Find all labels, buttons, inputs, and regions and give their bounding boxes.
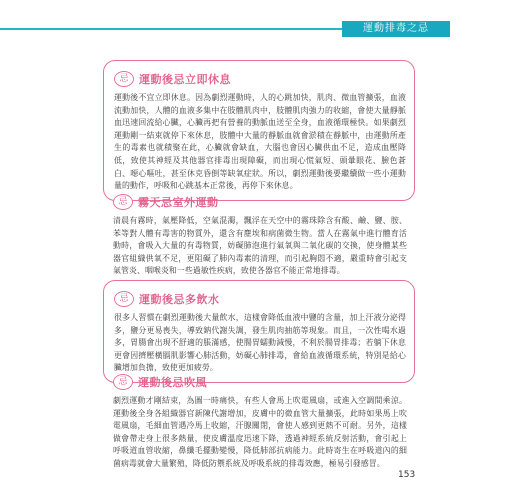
avoid-badge: 忌 (113, 194, 133, 210)
section-body: 清晨有霧時，氣壓降低，空氣混濁，飄浮在天空中的霧珠除含有酸、鹼、鹽、胺、苯等對人體有毒害的物質外，還含有塵埃和病菌微生物。當人在霧氣中進行體育活動時，會吸入大量的有毒物質，妨礙肺泡進行氣氧與二氧化碳的交換，使身體某些器官組織供氧不足，更阻礙了肺內毒素的清理，而引起胸悶不適，嚴重時會引起支氣管炎、咽喉炎和一些過敏性疾病，致使各器官不能正常地排毒。 (113, 216, 407, 276)
section-wind (103, 373, 415, 471)
section-body: 很多人習慣在劇烈運動後大量飲水，這樣會降低血液中鹽的含量，加上汗液分泌得多，鹽分更易喪失，導致鈉代謝失調，發生肌肉抽筋等現象。而且，一次性喝水過多，胃腸會出現不舒適的脹滿感，使腸胃蠕動減慢，不利於腸胃排毒；若躺下休息更會因擠壓橫膈肌影響心肺活動，妨礙心肺排毒，會給血液循環系統，特別是給心臟增加負擔，致使更加疲勞。 (114, 313, 406, 373)
section-heading: 運動後忌立即休息 (139, 73, 231, 86)
page-number: 153 (398, 470, 416, 480)
section-body: 劇烈運動才剛結束，為圖一時痛快，有些人會馬上吹電風扇，或進入空調間乘涼。運動後全身各組織器官新陳代謝增加，皮膚中的微血管大量擴張，此時如果馬上吹電風扇，毛細血管遇冷馬上收縮，汗腺關閉，會使人感到更熱不可耐。另外，這樣做會帶走身上很多熱量，使皮膚溫度迅速下降，透過神經系統反射活動，會引起上呼吸道血管收縮，鼻纖毛擺動變慢，降低肺部抗病能力。此時寄生在呼吸道內的細菌病毒就會大量繁殖，降低防禦系統及呼吸系統的排毒效應，極易引發感冒。 (113, 396, 407, 468)
avoid-badge: 忌 (113, 374, 133, 390)
section-title-row (113, 193, 407, 211)
section-drink-water (103, 280, 415, 383)
section-body: 運動後不宜立即休息。因為劇烈運動時，人的心跳加快，肌肉、微血管擴張，血液流動加快，人體的血液多集中在肢體肌肉中，肢體肌肉強力的收縮，會使大量靜脈血迅速回流給心臟，心臟再把有營養的動脈血送至全身，血液循環極快。如果劇烈運動剛一結束就停下來休息，肢體中大量的靜脈血就會淤積在靜脈中，由運動所產生的毒素也就積聚在此，心臟就會缺血，大腦也會因心臟供血不足，造成血壓降低，致使其神經及其他器官排毒出現障礙，而出現心慌氣短、頭暈眼花、臉色蒼白、噁心嘔吐，甚至休克昏倒等缺氧症狀。所以，劇烈運動後要繼續做一些小運動量的動作，呼吸和心跳基本正常後，再停下來休息。 (114, 93, 406, 191)
section-heading: 運動後忌吹風 (138, 376, 207, 389)
section-title-row (114, 70, 406, 88)
section-rest-after-exercise (103, 60, 415, 201)
avoid-badge: 忌 (114, 71, 134, 87)
avoid-badge: 忌 (114, 291, 134, 307)
section-heading: 霧天忌室外運動 (138, 196, 219, 209)
section-title-row (114, 290, 406, 308)
section-fog-outdoor (103, 193, 415, 278)
chapter-tab: 運動排毒之忌 (342, 21, 450, 37)
section-heading: 運動後忌多飲水 (139, 293, 220, 306)
section-title-row (113, 373, 407, 391)
